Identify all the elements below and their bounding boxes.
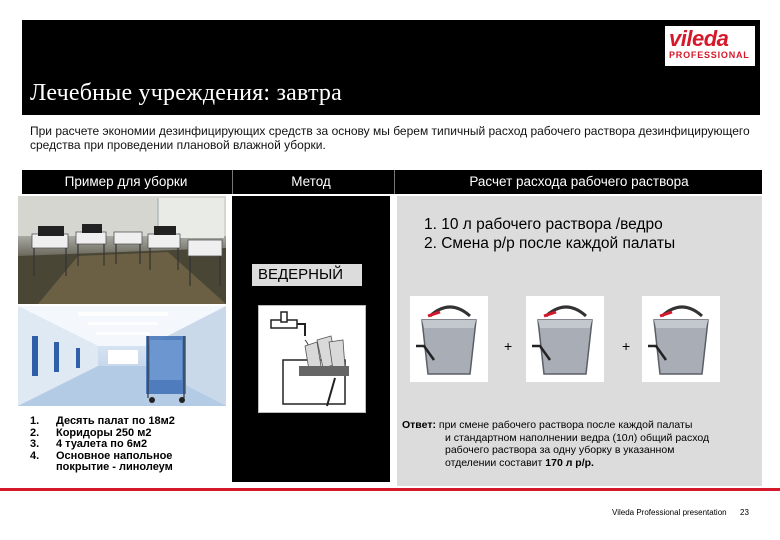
tap-bucket-art [259,306,365,412]
answer-line-4-text: отделении составит [445,456,546,469]
method-label: ВЕДЕРНЫЙ [258,266,344,283]
corridor-photo [18,306,226,406]
vileda-logo [665,26,755,66]
tap-bucket-icon [258,305,366,413]
answer-lead: Ответ: [402,419,436,431]
list-number: 4. [30,449,40,462]
bucket-art [410,296,488,382]
footer-presentation: Vileda Professional presentation [612,508,727,517]
answer-total: 170 л р/р. [545,456,594,469]
bucket-icon [642,296,720,382]
bucket-art [526,296,604,382]
header-method: Метод [291,174,331,189]
ward-photo [18,196,226,304]
bucket-icon [526,296,604,382]
list-text: Десять палат по 18м2 [56,415,175,427]
answer-line-1: при смене рабочего раствора после каждой палаты [435,419,693,431]
list-number: 2. [30,426,40,439]
calc-line-2: 2. Смена р/р после каждой палаты [424,235,676,252]
list-item [30,416,230,428]
answer-line-2: и стандартном наполнении ведра (10л) общий расход [445,431,710,444]
logo-sub: PROFESSIONAL [669,50,750,60]
table-header [22,170,762,194]
list-number: 3. [30,438,40,450]
header-divider [394,170,395,194]
answer-line-3: рабочего раствора за одну уборку в указанном [445,444,675,456]
header-example: Пример для уборки [64,174,188,189]
corridor-photo-art [18,306,226,406]
list-number: 1. [30,415,40,427]
plus-sign: + [622,338,631,354]
ward-photo-art [18,196,226,304]
answer-line-4 [402,457,752,470]
logo-word: vileda [669,26,729,51]
header-calc: Расчет расхода рабочего раствора [469,174,689,189]
intro-text: При расчете экономии дезинфицирующих средств за основу мы берем типичный расход рабочего раствора дезинфицирующего средства при проведении плановой влажной уборки. [30,124,750,152]
page-title: Лечебные учреждения: завтра [30,80,342,106]
bucket-icon [410,296,488,382]
calc-line-1: 1. 10 л рабочего раствора /ведро [424,216,663,233]
bucket-art [642,296,720,382]
list-text: Основное напольное покрытие - линолеум [56,449,173,473]
plus-sign: + [504,338,513,354]
answer-text [402,419,752,469]
list-item [30,439,230,451]
list-text: Коридоры 250 м2 [56,426,152,439]
example-list [30,416,230,474]
list-text: 4 туалета по 6м2 [56,438,148,450]
page-number: 23 [740,508,749,517]
footer-divider [0,488,780,491]
list-item [30,451,230,474]
